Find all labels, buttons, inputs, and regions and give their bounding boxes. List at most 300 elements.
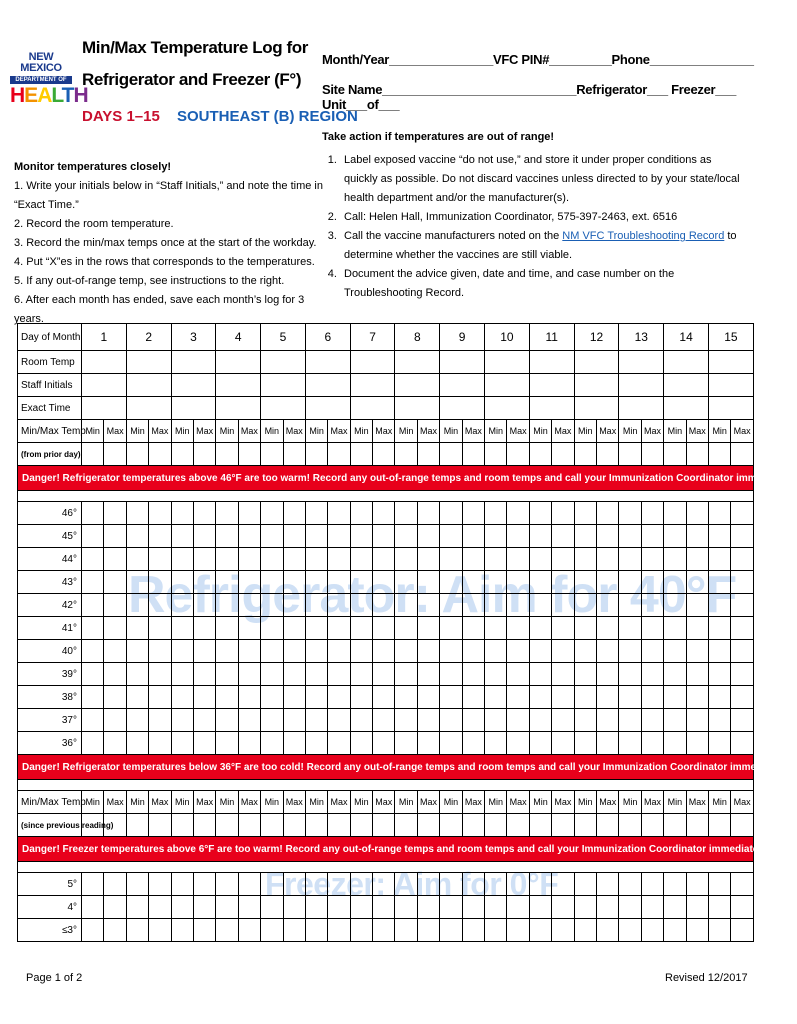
fridge-temp-cell[interactable] (641, 686, 663, 709)
fridge-temp-cell[interactable] (82, 709, 104, 732)
fridge-temp-cell[interactable] (171, 686, 193, 709)
fridge-temp-cell[interactable] (283, 571, 305, 594)
fridge-temp-cell[interactable] (126, 548, 148, 571)
fridge-temp-cell[interactable] (171, 663, 193, 686)
fridge-temp-cell[interactable] (641, 663, 663, 686)
fridge-temp-cell[interactable] (731, 686, 753, 709)
fridge-temp-cell[interactable] (709, 732, 731, 755)
fridge-temp-cell[interactable] (216, 502, 238, 525)
freezer-temp-cell[interactable] (238, 873, 260, 896)
fridge-temp-cell[interactable] (328, 709, 350, 732)
fridge-temp-cell[interactable] (709, 548, 731, 571)
fridge-temp-cell[interactable] (552, 640, 574, 663)
freezer-minmax-min-day-2[interactable]: Min (126, 791, 148, 814)
fridge-temp-cell[interactable] (417, 525, 439, 548)
fridge-temp-cell[interactable] (126, 617, 148, 640)
freezer-temp-cell[interactable] (104, 919, 126, 942)
freezer-minmax-max-day-3[interactable]: Max (193, 791, 215, 814)
fridge-temp-cell[interactable] (395, 709, 417, 732)
exact-time-row-day-11-cell[interactable] (529, 397, 574, 420)
fridge-minmax-entry-cell[interactable] (305, 443, 327, 466)
fridge-temp-cell[interactable] (261, 709, 283, 732)
fridge-temp-cell[interactable] (238, 709, 260, 732)
fridge-temp-cell[interactable] (350, 502, 372, 525)
fridge-temp-cell[interactable] (395, 525, 417, 548)
staff-initials-row-day-1-cell[interactable] (82, 374, 127, 397)
fridge-temp-cell[interactable] (440, 709, 462, 732)
fridge-temp-cell[interactable] (328, 663, 350, 686)
freezer-temp-cell[interactable] (664, 873, 686, 896)
fridge-temp-cell[interactable] (417, 617, 439, 640)
fridge-temp-cell[interactable] (395, 617, 417, 640)
fridge-temp-cell[interactable] (171, 571, 193, 594)
fridge-temp-cell[interactable] (350, 686, 372, 709)
fridge-temp-cell[interactable] (485, 525, 507, 548)
freezer-minmax-max-day-5[interactable]: Max (283, 791, 305, 814)
staff-initials-row-day-10-cell[interactable] (485, 374, 530, 397)
freezer-temp-cell[interactable] (126, 919, 148, 942)
fridge-temp-cell[interactable] (619, 502, 641, 525)
fridge-temp-cell[interactable] (462, 594, 484, 617)
fridge-minmax-min-day-3[interactable]: Min (171, 420, 193, 443)
exact-time-row-day-5-cell[interactable] (261, 397, 306, 420)
fridge-temp-cell[interactable] (529, 548, 551, 571)
fridge-temp-cell[interactable] (709, 594, 731, 617)
freezer-minmax-entry-cell[interactable] (440, 814, 462, 837)
fridge-temp-cell[interactable] (305, 502, 327, 525)
fridge-temp-cell[interactable] (104, 686, 126, 709)
freezer-temp-cell[interactable] (261, 919, 283, 942)
fridge-temp-cell[interactable] (350, 732, 372, 755)
fridge-temp-cell[interactable] (82, 640, 104, 663)
fridge-temp-cell[interactable] (664, 686, 686, 709)
fridge-temp-cell[interactable] (529, 663, 551, 686)
freezer-temp-cell[interactable] (82, 919, 104, 942)
fridge-minmax-max-day-4[interactable]: Max (238, 420, 260, 443)
fridge-temp-cell[interactable] (104, 571, 126, 594)
exact-time-row-day-7-cell[interactable] (350, 397, 395, 420)
fridge-temp-cell[interactable] (193, 525, 215, 548)
fridge-temp-cell[interactable] (731, 571, 753, 594)
fridge-temp-cell[interactable] (686, 686, 708, 709)
fridge-minmax-entry-cell[interactable] (462, 443, 484, 466)
fridge-temp-cell[interactable] (373, 640, 395, 663)
freezer-temp-cell[interactable] (574, 919, 596, 942)
room-temp-row-day-11-cell[interactable] (529, 351, 574, 374)
freezer-temp-cell[interactable] (417, 873, 439, 896)
freezer-temp-cell[interactable] (597, 919, 619, 942)
freezer-temp-cell[interactable] (664, 919, 686, 942)
fridge-temp-cell[interactable] (261, 502, 283, 525)
fridge-temp-cell[interactable] (507, 594, 529, 617)
fridge-temp-cell[interactable] (462, 663, 484, 686)
fridge-temp-cell[interactable] (462, 709, 484, 732)
fridge-temp-cell[interactable] (709, 525, 731, 548)
fridge-minmax-entry-cell[interactable] (126, 443, 148, 466)
freezer-minmax-min-day-12[interactable]: Min (574, 791, 596, 814)
exact-time-row-day-10-cell[interactable] (485, 397, 530, 420)
fridge-temp-cell[interactable] (305, 709, 327, 732)
fridge-temp-cell[interactable] (261, 640, 283, 663)
fridge-temp-cell[interactable] (641, 502, 663, 525)
freezer-temp-cell[interactable] (641, 873, 663, 896)
fridge-minmax-entry-cell[interactable] (597, 443, 619, 466)
fridge-temp-cell[interactable] (619, 594, 641, 617)
freezer-temp-cell[interactable] (305, 896, 327, 919)
fridge-temp-cell[interactable] (619, 617, 641, 640)
freezer-minmax-entry-cell[interactable] (261, 814, 283, 837)
fridge-temp-cell[interactable] (171, 709, 193, 732)
fridge-temp-cell[interactable] (574, 663, 596, 686)
fridge-temp-cell[interactable] (529, 571, 551, 594)
staff-initials-row-day-3-cell[interactable] (171, 374, 216, 397)
fridge-temp-cell[interactable] (149, 686, 171, 709)
fridge-temp-cell[interactable] (395, 686, 417, 709)
freezer-temp-cell[interactable] (104, 896, 126, 919)
fridge-temp-cell[interactable] (238, 617, 260, 640)
fridge-temp-cell[interactable] (597, 617, 619, 640)
fridge-temp-cell[interactable] (664, 640, 686, 663)
staff-initials-row-day-8-cell[interactable] (395, 374, 440, 397)
fridge-temp-cell[interactable] (261, 594, 283, 617)
fridge-temp-cell[interactable] (216, 594, 238, 617)
exact-time-row-day-14-cell[interactable] (664, 397, 709, 420)
freezer-temp-cell[interactable] (395, 873, 417, 896)
fridge-minmax-entry-cell[interactable] (731, 443, 753, 466)
staff-initials-row-day-2-cell[interactable] (126, 374, 171, 397)
fridge-temp-cell[interactable] (731, 525, 753, 548)
freezer-minmax-entry-cell[interactable] (216, 814, 238, 837)
fridge-temp-cell[interactable] (193, 640, 215, 663)
fridge-temp-cell[interactable] (552, 663, 574, 686)
fridge-temp-cell[interactable] (104, 709, 126, 732)
fridge-temp-cell[interactable] (238, 663, 260, 686)
fridge-temp-cell[interactable] (373, 732, 395, 755)
fridge-temp-cell[interactable] (350, 663, 372, 686)
fridge-temp-cell[interactable] (149, 548, 171, 571)
fridge-temp-cell[interactable] (216, 686, 238, 709)
freezer-temp-cell[interactable] (216, 919, 238, 942)
fridge-minmax-max-day-15[interactable]: Max (731, 420, 753, 443)
fridge-temp-cell[interactable] (104, 548, 126, 571)
freezer-minmax-entry-cell[interactable] (709, 814, 731, 837)
fridge-temp-cell[interactable] (619, 525, 641, 548)
freezer-minmax-entry-cell[interactable] (686, 814, 708, 837)
freezer-temp-cell[interactable] (597, 873, 619, 896)
exact-time-row-day-2-cell[interactable] (126, 397, 171, 420)
fridge-temp-cell[interactable] (641, 594, 663, 617)
fridge-minmax-entry-cell[interactable] (149, 443, 171, 466)
fridge-minmax-min-day-9[interactable]: Min (440, 420, 462, 443)
room-temp-row-day-4-cell[interactable] (216, 351, 261, 374)
freezer-minmax-max-day-1[interactable]: Max (104, 791, 126, 814)
fridge-temp-cell[interactable] (417, 709, 439, 732)
fridge-temp-cell[interactable] (373, 617, 395, 640)
fridge-temp-cell[interactable] (574, 617, 596, 640)
fridge-temp-cell[interactable] (171, 732, 193, 755)
freezer-minmax-entry-cell[interactable] (395, 814, 417, 837)
freezer-minmax-min-day-4[interactable]: Min (216, 791, 238, 814)
freezer-minmax-max-day-7[interactable]: Max (373, 791, 395, 814)
fridge-minmax-entry-cell[interactable] (328, 443, 350, 466)
freezer-temp-cell[interactable] (216, 896, 238, 919)
fridge-temp-cell[interactable] (126, 663, 148, 686)
fridge-minmax-entry-cell[interactable] (485, 443, 507, 466)
fridge-temp-cell[interactable] (731, 502, 753, 525)
fridge-temp-cell[interactable] (149, 525, 171, 548)
fridge-temp-cell[interactable] (686, 571, 708, 594)
freezer-temp-cell[interactable] (686, 919, 708, 942)
freezer-minmax-entry-cell[interactable] (350, 814, 372, 837)
troubleshooting-record-link[interactable]: NM VFC Troubleshooting Record (562, 230, 725, 242)
fridge-temp-cell[interactable] (574, 640, 596, 663)
freezer-minmax-entry-cell[interactable] (462, 814, 484, 837)
exact-time-row-day-4-cell[interactable] (216, 397, 261, 420)
fridge-temp-cell[interactable] (395, 732, 417, 755)
staff-initials-row-day-11-cell[interactable] (529, 374, 574, 397)
fridge-minmax-max-day-10[interactable]: Max (507, 420, 529, 443)
fridge-minmax-max-day-13[interactable]: Max (641, 420, 663, 443)
fridge-temp-cell[interactable] (261, 617, 283, 640)
fridge-temp-cell[interactable] (709, 663, 731, 686)
fridge-minmax-entry-cell[interactable] (104, 443, 126, 466)
freezer-temp-cell[interactable] (485, 896, 507, 919)
fridge-temp-cell[interactable] (238, 594, 260, 617)
exact-time-row-day-6-cell[interactable] (305, 397, 350, 420)
freezer-temp-cell[interactable] (552, 873, 574, 896)
fridge-temp-cell[interactable] (440, 663, 462, 686)
site-name-unit-fields[interactable]: Site Name____________________________Refrigerator___ Freezer___ Unit___of___ (322, 82, 737, 112)
fridge-temp-cell[interactable] (417, 686, 439, 709)
freezer-temp-cell[interactable] (373, 873, 395, 896)
freezer-temp-cell[interactable] (261, 896, 283, 919)
fridge-temp-cell[interactable] (261, 548, 283, 571)
fridge-minmax-min-day-11[interactable]: Min (529, 420, 551, 443)
freezer-temp-cell[interactable] (283, 896, 305, 919)
fridge-temp-cell[interactable] (664, 502, 686, 525)
freezer-temp-cell[interactable] (193, 896, 215, 919)
freezer-minmax-entry-cell[interactable] (149, 814, 171, 837)
fridge-temp-cell[interactable] (373, 663, 395, 686)
fridge-temp-cell[interactable] (305, 732, 327, 755)
fridge-temp-cell[interactable] (641, 640, 663, 663)
freezer-temp-cell[interactable] (529, 919, 551, 942)
fridge-temp-cell[interactable] (641, 571, 663, 594)
fridge-temp-cell[interactable] (709, 640, 731, 663)
fridge-temp-cell[interactable] (261, 663, 283, 686)
month-year-vfc-phone-fields[interactable]: Month/Year_______________VFC PIN#_________Phone_______________ (322, 52, 754, 67)
fridge-temp-cell[interactable] (238, 640, 260, 663)
fridge-temp-cell[interactable] (507, 686, 529, 709)
fridge-temp-cell[interactable] (193, 709, 215, 732)
fridge-minmax-entry-cell[interactable] (664, 443, 686, 466)
fridge-minmax-max-day-7[interactable]: Max (373, 420, 395, 443)
fridge-temp-cell[interactable] (552, 732, 574, 755)
fridge-temp-cell[interactable] (664, 571, 686, 594)
freezer-temp-cell[interactable] (440, 873, 462, 896)
fridge-minmax-min-day-15[interactable]: Min (709, 420, 731, 443)
fridge-temp-cell[interactable] (126, 686, 148, 709)
freezer-temp-cell[interactable] (574, 873, 596, 896)
fridge-temp-cell[interactable] (238, 686, 260, 709)
fridge-temp-cell[interactable] (529, 709, 551, 732)
freezer-minmax-min-day-7[interactable]: Min (350, 791, 372, 814)
fridge-temp-cell[interactable] (261, 686, 283, 709)
fridge-temp-cell[interactable] (619, 709, 641, 732)
freezer-minmax-max-day-9[interactable]: Max (462, 791, 484, 814)
freezer-minmax-entry-cell[interactable] (126, 814, 148, 837)
fridge-temp-cell[interactable] (597, 502, 619, 525)
fridge-temp-cell[interactable] (529, 502, 551, 525)
fridge-minmax-min-day-1[interactable]: Min (82, 420, 104, 443)
room-temp-row-day-10-cell[interactable] (485, 351, 530, 374)
fridge-temp-cell[interactable] (664, 663, 686, 686)
fridge-temp-cell[interactable] (328, 686, 350, 709)
fridge-minmax-max-day-5[interactable]: Max (283, 420, 305, 443)
fridge-temp-cell[interactable] (507, 502, 529, 525)
fridge-temp-cell[interactable] (619, 640, 641, 663)
fridge-minmax-entry-cell[interactable] (686, 443, 708, 466)
fridge-minmax-min-day-13[interactable]: Min (619, 420, 641, 443)
fridge-temp-cell[interactable] (440, 571, 462, 594)
freezer-temp-cell[interactable] (104, 873, 126, 896)
fridge-temp-cell[interactable] (238, 502, 260, 525)
fridge-temp-cell[interactable] (686, 617, 708, 640)
fridge-temp-cell[interactable] (395, 594, 417, 617)
fridge-temp-cell[interactable] (507, 525, 529, 548)
fridge-temp-cell[interactable] (328, 617, 350, 640)
fridge-minmax-entry-cell[interactable] (552, 443, 574, 466)
fridge-temp-cell[interactable] (552, 571, 574, 594)
fridge-temp-cell[interactable] (709, 502, 731, 525)
freezer-temp-cell[interactable] (305, 919, 327, 942)
fridge-temp-cell[interactable] (619, 686, 641, 709)
fridge-temp-cell[interactable] (126, 525, 148, 548)
fridge-temp-cell[interactable] (82, 502, 104, 525)
fridge-temp-cell[interactable] (193, 663, 215, 686)
fridge-temp-cell[interactable] (328, 502, 350, 525)
freezer-minmax-entry-cell[interactable] (529, 814, 551, 837)
fridge-temp-cell[interactable] (328, 640, 350, 663)
fridge-temp-cell[interactable] (574, 686, 596, 709)
staff-initials-row-day-5-cell[interactable] (261, 374, 306, 397)
fridge-temp-cell[interactable] (283, 640, 305, 663)
fridge-temp-cell[interactable] (126, 571, 148, 594)
fridge-temp-cell[interactable] (529, 525, 551, 548)
fridge-temp-cell[interactable] (709, 709, 731, 732)
room-temp-row-day-2-cell[interactable] (126, 351, 171, 374)
fridge-temp-cell[interactable] (395, 640, 417, 663)
fridge-temp-cell[interactable] (529, 640, 551, 663)
freezer-minmax-entry-cell[interactable] (552, 814, 574, 837)
fridge-minmax-entry-cell[interactable] (619, 443, 641, 466)
fridge-temp-cell[interactable] (149, 502, 171, 525)
freezer-temp-cell[interactable] (82, 896, 104, 919)
freezer-temp-cell[interactable] (417, 919, 439, 942)
fridge-temp-cell[interactable] (485, 548, 507, 571)
fridge-temp-cell[interactable] (395, 663, 417, 686)
fridge-temp-cell[interactable] (485, 571, 507, 594)
fridge-minmax-min-day-10[interactable]: Min (485, 420, 507, 443)
fridge-temp-cell[interactable] (305, 594, 327, 617)
fridge-temp-cell[interactable] (216, 732, 238, 755)
freezer-temp-cell[interactable] (440, 919, 462, 942)
fridge-temp-cell[interactable] (305, 525, 327, 548)
fridge-temp-cell[interactable] (283, 617, 305, 640)
fridge-temp-cell[interactable] (261, 732, 283, 755)
freezer-temp-cell[interactable] (193, 919, 215, 942)
freezer-temp-cell[interactable] (529, 896, 551, 919)
fridge-temp-cell[interactable] (485, 617, 507, 640)
fridge-temp-cell[interactable] (731, 640, 753, 663)
freezer-minmax-entry-cell[interactable] (417, 814, 439, 837)
fridge-temp-cell[interactable] (619, 732, 641, 755)
freezer-minmax-min-day-15[interactable]: Min (709, 791, 731, 814)
fridge-temp-cell[interactable] (597, 709, 619, 732)
staff-initials-row-day-4-cell[interactable] (216, 374, 261, 397)
freezer-temp-cell[interactable] (395, 919, 417, 942)
fridge-temp-cell[interactable] (216, 525, 238, 548)
fridge-minmax-entry-cell[interactable] (507, 443, 529, 466)
fridge-temp-cell[interactable] (440, 640, 462, 663)
fridge-temp-cell[interactable] (283, 663, 305, 686)
fridge-minmax-entry-cell[interactable] (574, 443, 596, 466)
fridge-temp-cell[interactable] (485, 594, 507, 617)
freezer-temp-cell[interactable] (261, 873, 283, 896)
fridge-temp-cell[interactable] (373, 502, 395, 525)
fridge-temp-cell[interactable] (529, 594, 551, 617)
fridge-temp-cell[interactable] (216, 571, 238, 594)
fridge-temp-cell[interactable] (193, 732, 215, 755)
fridge-temp-cell[interactable] (193, 571, 215, 594)
fridge-temp-cell[interactable] (283, 732, 305, 755)
room-temp-row-day-1-cell[interactable] (82, 351, 127, 374)
freezer-minmax-max-day-12[interactable]: Max (597, 791, 619, 814)
fridge-temp-cell[interactable] (238, 525, 260, 548)
fridge-temp-cell[interactable] (552, 709, 574, 732)
freezer-temp-cell[interactable] (126, 873, 148, 896)
fridge-temp-cell[interactable] (395, 502, 417, 525)
fridge-temp-cell[interactable] (664, 548, 686, 571)
room-temp-row-day-6-cell[interactable] (305, 351, 350, 374)
fridge-temp-cell[interactable] (574, 525, 596, 548)
fridge-temp-cell[interactable] (664, 525, 686, 548)
freezer-minmax-min-day-13[interactable]: Min (619, 791, 641, 814)
freezer-temp-cell[interactable] (507, 896, 529, 919)
staff-initials-row-day-9-cell[interactable] (440, 374, 485, 397)
fridge-temp-cell[interactable] (731, 709, 753, 732)
fridge-temp-cell[interactable] (305, 663, 327, 686)
fridge-temp-cell[interactable] (350, 640, 372, 663)
fridge-temp-cell[interactable] (193, 502, 215, 525)
fridge-temp-cell[interactable] (440, 686, 462, 709)
fridge-temp-cell[interactable] (373, 548, 395, 571)
fridge-temp-cell[interactable] (261, 571, 283, 594)
exact-time-row-day-13-cell[interactable] (619, 397, 664, 420)
fridge-temp-cell[interactable] (507, 732, 529, 755)
freezer-minmax-entry-cell[interactable] (373, 814, 395, 837)
fridge-minmax-max-day-3[interactable]: Max (193, 420, 215, 443)
staff-initials-row-day-13-cell[interactable] (619, 374, 664, 397)
freezer-temp-cell[interactable] (552, 896, 574, 919)
fridge-temp-cell[interactable] (641, 732, 663, 755)
freezer-temp-cell[interactable] (350, 919, 372, 942)
fridge-temp-cell[interactable] (485, 709, 507, 732)
room-temp-row-day-12-cell[interactable] (574, 351, 619, 374)
exact-time-row-day-1-cell[interactable] (82, 397, 127, 420)
fridge-temp-cell[interactable] (709, 617, 731, 640)
fridge-temp-cell[interactable] (305, 548, 327, 571)
